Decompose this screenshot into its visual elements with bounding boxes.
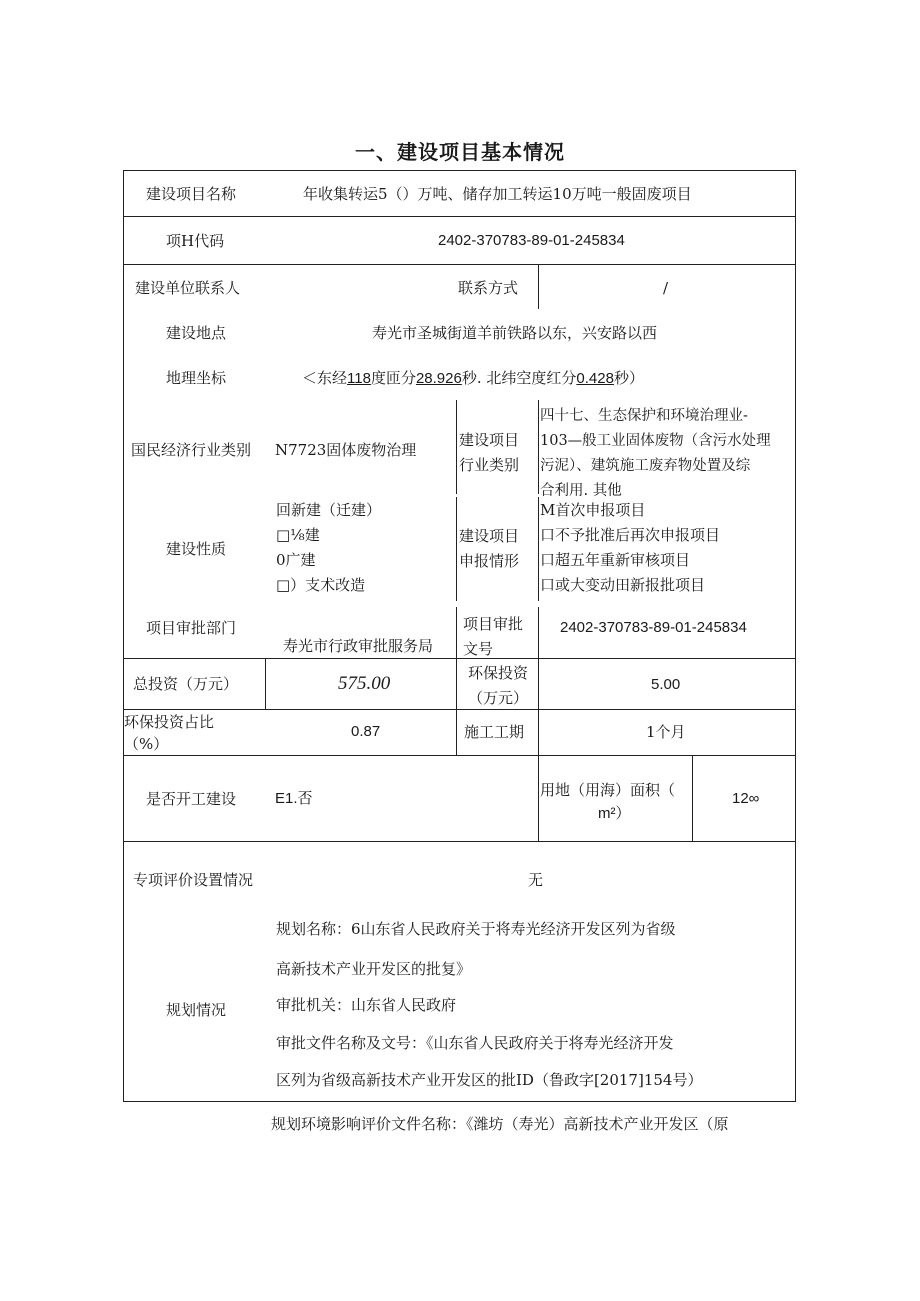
- land-area-label: 用地（用海）面积（ m²）: [540, 781, 676, 822]
- col-divider: [538, 709, 539, 755]
- coordinates-value: ＜东经118度匝分28.926秒. 北纬空度红分0.428秒）: [302, 369, 644, 387]
- total-investment-label: 总投资（万元）: [133, 675, 239, 693]
- approval-dept-label: 项目审批部门: [146, 619, 237, 637]
- section-title: 一、建设项目基本情况: [355, 140, 565, 164]
- col-divider: [538, 497, 539, 601]
- col-divider: [456, 497, 457, 601]
- contact-person-label: 建设单位联系人: [135, 279, 241, 297]
- col-divider: [692, 755, 693, 841]
- construction-period-label: 施工工期: [464, 723, 525, 741]
- row-divider: [123, 658, 796, 659]
- project-name-label: 建设项目名称: [146, 185, 237, 203]
- project-name-value: 年收集转运5（）万吨、储存加工转运10万吨一般固废项目: [303, 185, 692, 203]
- industry-category-label: 建设项目 行业类别: [459, 431, 520, 474]
- project-code-label: 项H代码: [166, 232, 225, 250]
- construction-started-value: E1.否: [275, 790, 313, 807]
- industry-category-value: 四十七、生态保护和环境治理业- 103—般工业固体废物（含污水处理 污泥）、建筑施工废弃物处置及综 合利用. 其他: [540, 408, 771, 499]
- env-investment-value: 5.00: [651, 676, 681, 693]
- col-divider: [538, 658, 539, 709]
- col-divider: [265, 658, 266, 709]
- env-ratio-label: 环保投资占比 （%）: [124, 713, 215, 753]
- row-divider: [123, 755, 796, 756]
- contact-method-value: /: [663, 279, 669, 297]
- col-divider: [538, 607, 539, 658]
- planning-line: 高新技术产业开发区的批复》: [276, 960, 472, 978]
- planning-line: 规划名称：6山东省人民政府关于将寿光经济开发区列为省级: [276, 920, 676, 938]
- project-code-value: 2402-370783-89-01-245834: [438, 232, 625, 249]
- col-divider: [538, 264, 539, 309]
- col-divider: [456, 658, 457, 709]
- approval-doc-label: 项目审批 文号: [463, 615, 524, 658]
- location-value: 寿光市圣城街道羊前铁路以东，兴安路以西: [372, 324, 658, 342]
- total-investment-value: 575.00: [338, 673, 391, 694]
- planning-line: 审批文件名称及文号：《山东省人民政府关于将寿光经济开发: [276, 1034, 674, 1052]
- planning-eia-line: 规划环境影响评价文件名称：《潍坊（寿光）高新技术产业开发区（原: [271, 1115, 729, 1133]
- col-divider: [456, 400, 457, 494]
- planning-line: 区列为省级高新技术产业开发区的批ID（鲁政字[2017]154号）: [276, 1071, 703, 1089]
- planning-line: 审批机关：山东省人民政府: [276, 996, 457, 1014]
- planning-label: 规划情况: [166, 1001, 227, 1019]
- construction-started-label: 是否开工建设: [146, 790, 237, 808]
- env-ratio-value: 0.87: [351, 723, 381, 740]
- location-label: 建设地点: [166, 324, 227, 342]
- coordinates-label: 地理坐标: [166, 369, 227, 387]
- report-situation-label: 建设项目 申报情形: [459, 527, 520, 570]
- report-situation-options: M首次申报项目 口不予批准后再次申报项目 口超五年重新审核项目 口或大变动田新报批项目: [540, 501, 721, 594]
- special-evaluation-label: 专项评价设置情况: [133, 871, 254, 889]
- construction-period-value: 1个月: [646, 723, 686, 741]
- col-divider: [456, 709, 457, 755]
- col-divider: [538, 755, 539, 841]
- row-divider: [123, 841, 796, 842]
- env-investment-label: 环保投资 （万元）: [467, 664, 528, 707]
- row-divider: [123, 264, 796, 265]
- land-area-value: 12∞: [732, 790, 760, 807]
- nature-label: 建设性质: [166, 540, 227, 558]
- industry-value: N7723固体废物治理: [275, 441, 417, 459]
- approval-dept-value: 寿光市行政审批服务局: [283, 637, 434, 655]
- nature-options: 回新建（迁建） □⅛建 0广建 □）支术改造: [276, 501, 382, 594]
- row-divider: [123, 216, 796, 217]
- col-divider: [538, 400, 539, 494]
- col-divider: [456, 607, 457, 658]
- industry-label: 国民经济行业类别: [131, 441, 252, 459]
- contact-method-label: 联系方式: [458, 279, 519, 297]
- approval-doc-value: 2402-370783-89-01-245834: [560, 619, 747, 636]
- special-evaluation-value: 无: [528, 871, 544, 889]
